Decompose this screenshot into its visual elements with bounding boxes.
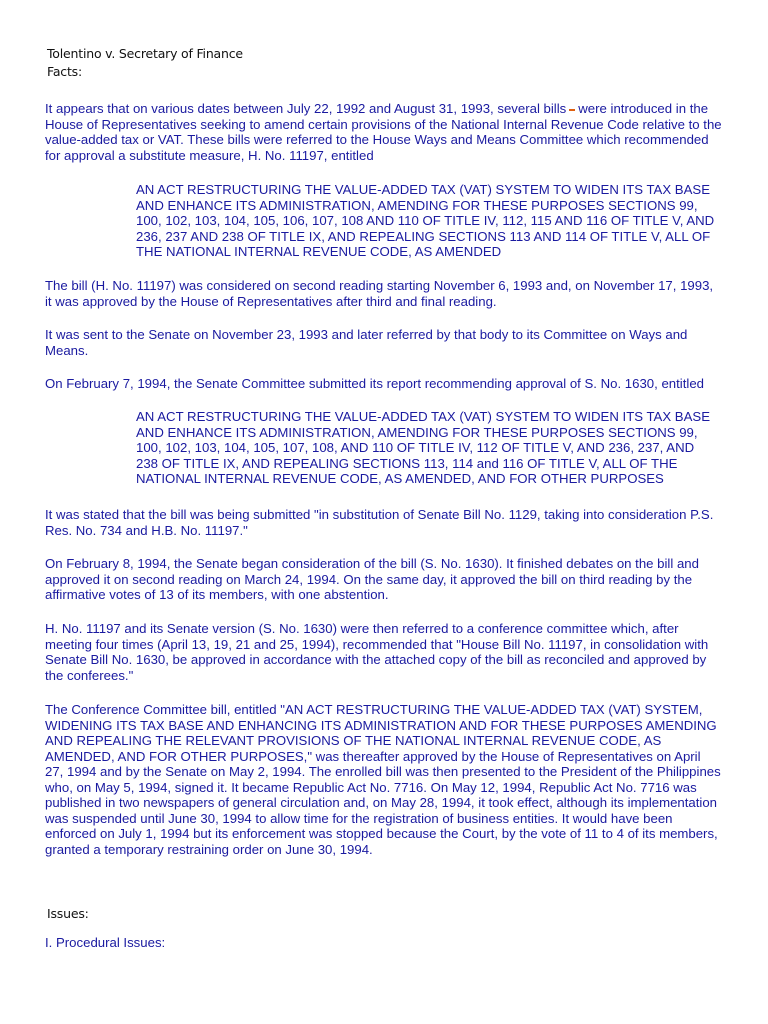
case-title: Tolentino v. Secretary of Finance (47, 46, 243, 61)
quote-text: 100, 102, 103, 104, 105, 106, 107, 108 AND 110 OF TITLE IV, 112, 115 AND 116 OF TITLE V, AND (136, 213, 715, 228)
paragraph-text: who, on May 5, 1994, signed it. It became Republic Act No. 7716. On May 12, 1994, Republic Act No. 7716 was (45, 779, 697, 795)
paragraph-text: The Conference Committee bill, entitled "AN ACT RESTRUCTURING THE VALUE-ADDED TAX (VAT) SYSTEM, (45, 702, 703, 717)
paragraph-second-reading (45, 278, 735, 309)
bill-title-quote-senate (136, 409, 736, 487)
footnote-link[interactable] (569, 109, 575, 111)
paragraph-text: On February 7, 1994, the Senate Committee submitted its report recommending approval of S. No. 1630, entitled (45, 376, 704, 391)
paragraph-text: It was sent to the Senate on November 23, 1993 and later referred by that body to its Committee on Ways and (45, 327, 688, 342)
quote-text: AN ACT RESTRUCTURING THE VALUE-ADDED TAX (VAT) SYSTEM TO WIDEN ITS TAX BASE (136, 409, 710, 424)
paragraph-text: was suspended until June 30, 1994 to allow time for the registration of business entities. It would have been (45, 810, 673, 826)
paragraph-sent-to-senate (45, 327, 735, 358)
paragraph-text: I. Procedural Issues: (45, 935, 166, 950)
quote-text: AND ENHANCE ITS ADMINISTRATION, AMENDING FOR THESE PURPOSES SECTIONS 99, (136, 424, 698, 440)
paragraph-text: were introduced in the (578, 101, 709, 116)
paragraph-text: affirmative votes of 13 of its members, with one abstention. (45, 587, 389, 602)
paragraph-text: granted a temporary restraining order on June 30, 1994. (45, 841, 373, 857)
quote-text: AND ENHANCE ITS ADMINISTRATION, AMENDING FOR THESE PURPOSES SECTIONS 99, (136, 197, 698, 213)
paragraph-text: It appears that on various dates between July 22, 1992 and August 31, 1993, several bills (45, 101, 567, 116)
paragraph-text: WIDENING ITS TAX BASE AND ENHANCING ITS ADMINISTRATION AND FOR THESE PURPOSES AMENDING (45, 717, 717, 733)
paragraph-text: value-added tax or VAT. These bills were referred to the House Ways and Means Committee which recommended (45, 132, 709, 147)
paragraph-text: House of Representatives seeking to amend certain provisions of the National Internal Revenue Code relative to the (45, 116, 722, 132)
paragraph-text: It was stated that the bill was being submitted "in substitution of Senate Bill No. 1129, taking into consideration P.S. (45, 507, 714, 522)
paragraph-text: the conferees." (45, 667, 134, 683)
quote-text: THE NATIONAL INTERNAL REVENUE CODE, AS AMENDED (136, 244, 502, 259)
paragraph-substitution (45, 507, 735, 538)
bill-title-quote-house (136, 182, 736, 260)
paragraph-text: Senate Bill No. 1630, be approved in accordance with the attached copy of the bill as reconciled and approved by (45, 652, 707, 667)
paragraph-text: The bill (H. No. 11197) was considered on second reading starting November 6, 1993 and, on November 17, 1993, (45, 278, 714, 293)
paragraph-intro (45, 101, 735, 163)
paragraph-procedural-issues (45, 935, 735, 951)
issues-heading: Issues: (47, 906, 89, 921)
paragraph-enactment (45, 702, 735, 857)
paragraph-text: approved it on second reading on March 24, 1994. On the same day, it approved the bill on third reading by the (45, 571, 693, 587)
paragraph-text: enforced on July 1, 1994 but its enforcement was stopped because the Court, by the vote of 11 to 4 of its members, (45, 826, 718, 841)
paragraph-text: AND REPEALING THE RELEVANT PROVISIONS OF THE NATIONAL INTERNAL REVENUE CODE, AS (45, 733, 662, 748)
paragraph-text: it was approved by the House of Representatives after third and final reading. (45, 293, 497, 309)
paragraph-text: H. No. 11197 and its Senate version (S. No. 1630) were then referred to a conference committee which, after (45, 621, 679, 636)
paragraph-text: On February 8, 1994, the Senate began consideration of the bill (S. No. 1630). It finished debates on the bill and (45, 556, 699, 571)
paragraph-conference-committee (45, 621, 735, 683)
quote-text: 236, 237 AND 238 OF TITLE IX, AND REPEALING SECTIONS 113 AND 114 OF TITLE V, ALL OF (136, 228, 711, 244)
paragraph-senate-consideration (45, 556, 735, 603)
paragraph-text: 27, 1994 and by the Senate on May 2, 1994. The enrolled bill was then presented to the President of the Philippines (45, 764, 721, 779)
paragraph-text: Means. (45, 342, 89, 358)
paragraph-text: for approval a substitute measure, H. No. 11197, entitled (45, 147, 374, 163)
paragraph-senate-committee (45, 376, 735, 392)
paragraph-text: meeting four times (April 13, 19, 21 and 25, 1994), recommended that "House Bill No. 11197, in consolidation with (45, 636, 709, 652)
quote-text: 100, 102, 103, 104, 105, 107, 108, AND 110 OF TITLE IV, 112 OF TITLE V, AND 236, 237, AND (136, 440, 695, 455)
quote-text: 238 OF TITLE IX, AND REPEALING SECTIONS 113, 114 and 116 OF TITLE V, ALL OF THE (136, 455, 678, 471)
paragraph-text: Res. No. 734 and H.B. No. 11197." (45, 522, 248, 538)
quote-text: AN ACT RESTRUCTURING THE VALUE-ADDED TAX (VAT) SYSTEM TO WIDEN ITS TAX BASE (136, 182, 710, 197)
facts-heading: Facts: (47, 64, 82, 79)
paragraph-text: published in two newspapers of general circulation and, on May 28, 1994, it took effect, although its implementation (45, 795, 717, 810)
paragraph-text: AMENDED, AND FOR OTHER PURPOSES," was thereafter approved by the House of Representatives on April (45, 748, 701, 764)
quote-text: NATIONAL INTERNAL REVENUE CODE, AS AMENDED, AND FOR OTHER PURPOSES (136, 471, 664, 486)
